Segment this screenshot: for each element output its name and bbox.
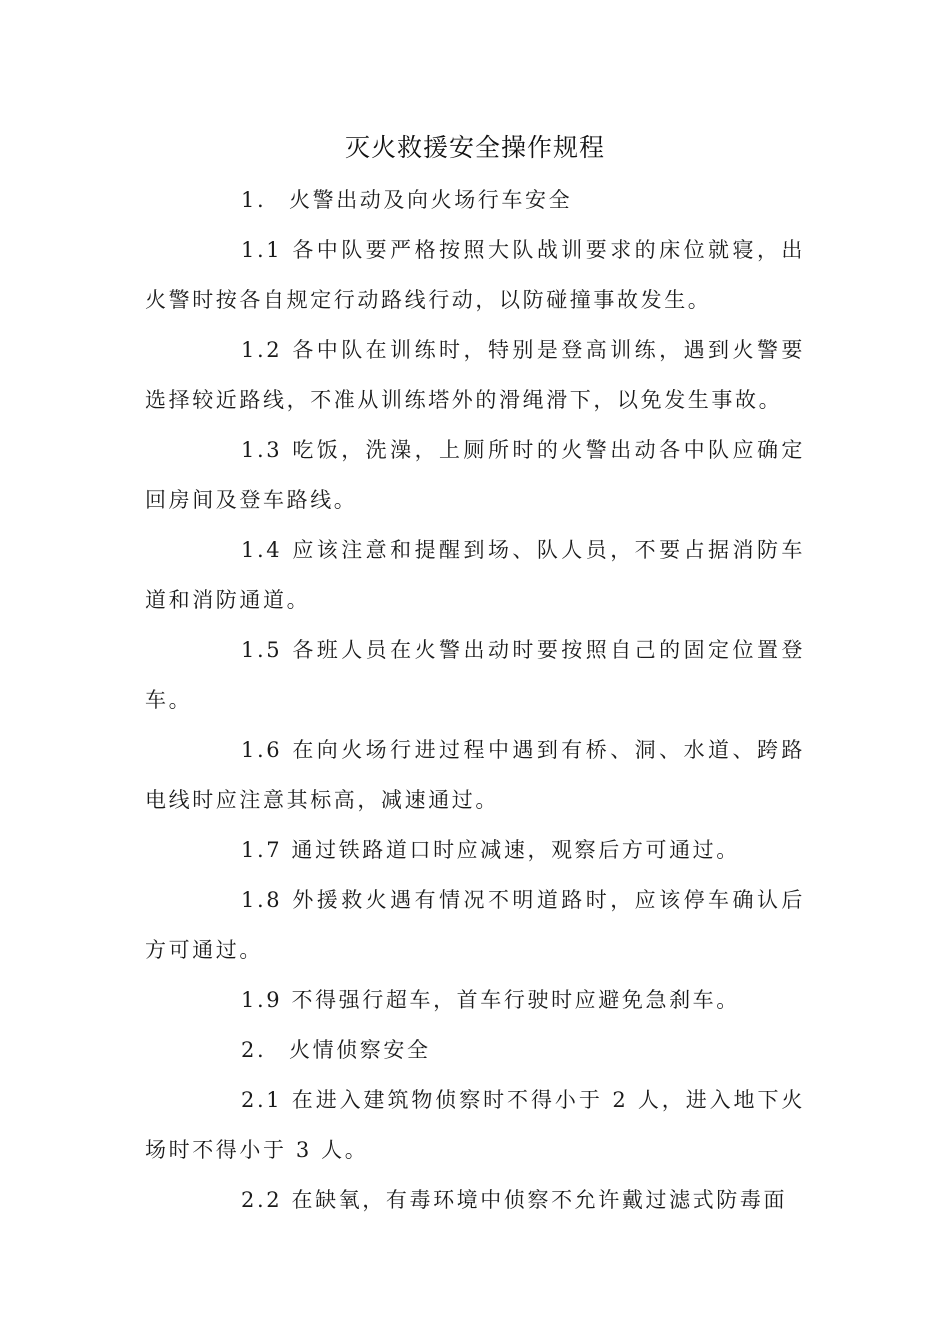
paragraph-2-1: 2.1 在进入建筑物侦察时不得小于 2 人，进入地下火场时不得小于 3 人。: [145, 1088, 805, 1162]
paragraph-1-7: 1.7 通过铁路道口时应减速，观察后方可通过。: [241, 838, 740, 862]
section-heading-text: 火警出动及向火场行车安全: [289, 188, 573, 212]
paragraph-1-4: 1.4 应该注意和提醒到场、队人员，不要占据消防车道和消防通道。: [145, 538, 805, 612]
paragraph-1-5: 1.5 各班人员在火警出动时要按照自己的固定位置登车。: [145, 638, 805, 712]
paragraph-1-9: 1.9 不得强行超车，首车行驶时应避免急刹车。: [241, 988, 740, 1012]
paragraph-1-2: 1.2 各中队在训练时，特别是登高训练，遇到火警要选择较近路线，不准从训练塔外的滑绳滑下，以免发生事故。: [145, 338, 805, 412]
document-title: 灭火救援安全操作规程: [344, 133, 605, 162]
section-heading-2: [145, 1025, 805, 1075]
paragraph-1-8: 1.8 外援救火遇有情况不明道路时，应该停车确认后方可通过。: [145, 888, 805, 962]
paragraph-2-2: 2.2 在缺氧，有毒环境中侦察不允许戴过滤式防毒面: [241, 1188, 788, 1212]
paragraph-1-3: 1.3 吃饭，洗澡，上厕所时的火警出动各中队应确定回房间及登车路线。: [145, 438, 805, 512]
paragraph-1-1: 1.1 各中队要严格按照大队战训要求的床位就寝，出火警时按各自规定行动路线行动，以防碰撞事故发生。: [145, 238, 805, 312]
section-heading-text: 火情侦察安全: [289, 1038, 431, 1062]
paragraph-1-6: 1.6 在向火场行进过程中遇到有桥、洞、水道、跨路电线时应注意其标高，减速通过。: [145, 738, 805, 812]
section-number: 2.: [241, 1038, 267, 1062]
section-number: 1.: [241, 188, 267, 212]
section-heading-1: [145, 175, 805, 225]
document-body: [145, 175, 805, 1225]
